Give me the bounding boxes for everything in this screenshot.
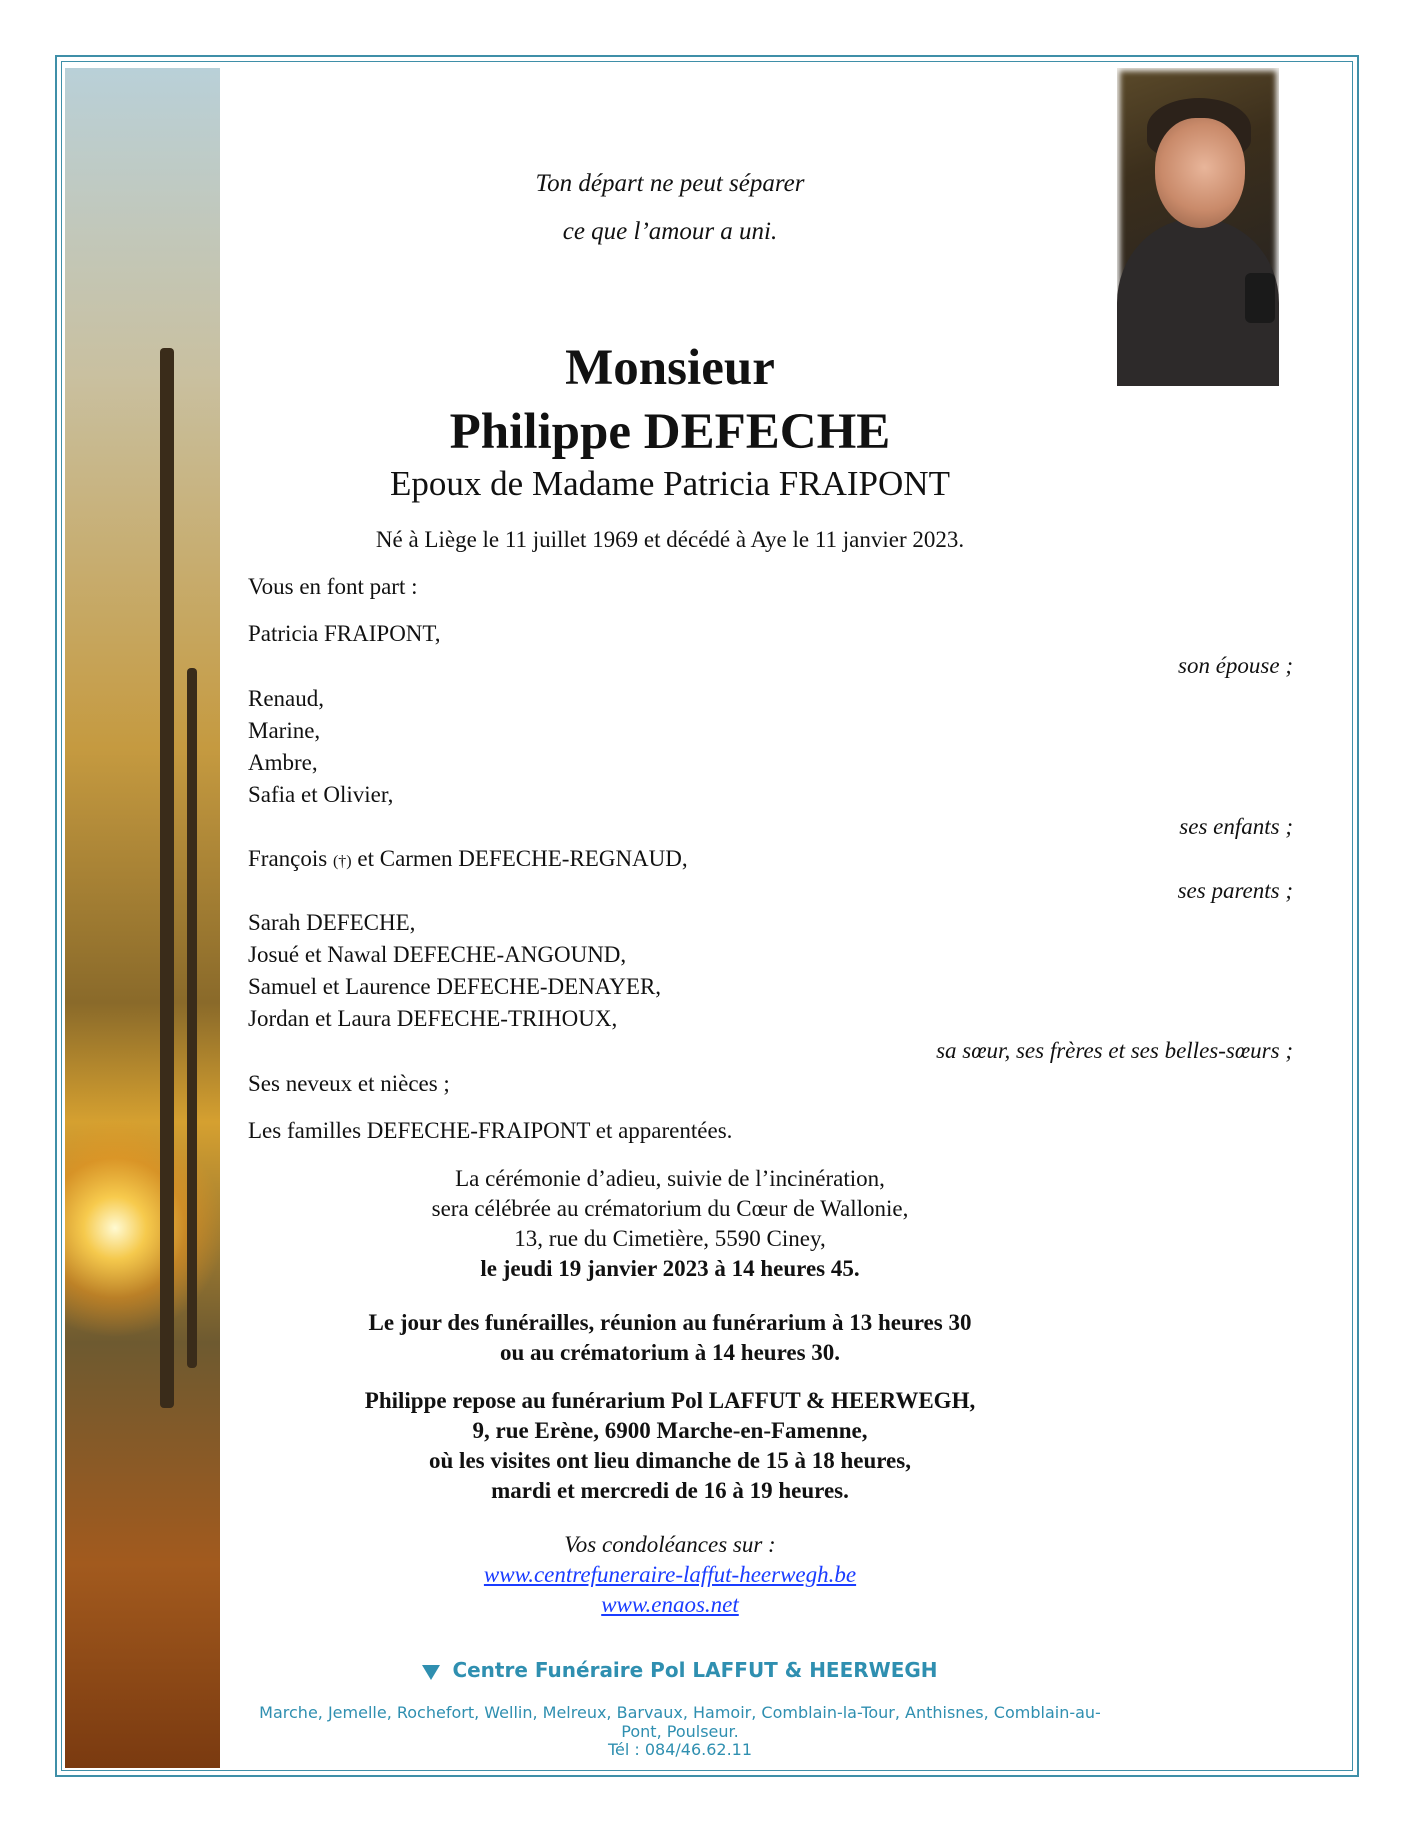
child-name: Safia et Olivier, — [248, 782, 394, 807]
spouse-name: Patricia FRAIPONT, — [248, 621, 441, 646]
ceremony-line: La cérémonie d’adieu, suivie de l’incinération, — [455, 1166, 885, 1191]
announcement-intro: Vous en font part : — [248, 574, 418, 599]
visits-line: mardi et mercredi de 16 à 19 heures. — [491, 1478, 849, 1503]
deceased-name: Philippe DEFECHE — [449, 404, 891, 460]
families-line: Les familles DEFECHE-FRAIPONT et apparentées. — [248, 1118, 733, 1143]
children-relation: ses enfants ; — [1179, 814, 1293, 839]
child-name: Ambre, — [248, 750, 318, 775]
footer-phone: Tél : 084/46.62.11 — [607, 1740, 753, 1759]
ceremony-info — [240, 1164, 1100, 1284]
tree-trunk — [160, 348, 174, 1408]
sibling-name: Sarah DEFECHE, — [248, 910, 416, 935]
child-name: Renaud, — [248, 686, 325, 711]
parents-relation: ses parents ; — [1177, 878, 1293, 903]
footer-brand — [240, 1658, 1120, 1682]
funeral-center-name: Centre Funéraire Pol LAFFUT & HEERWEGH — [452, 1658, 938, 1682]
spouse-line: Epoux de Madame Patricia FRAIPONT — [390, 464, 950, 503]
birth-death-line: Né à Liège le 11 juillet 1969 et décédé à Aye le 11 janvier 2023. — [375, 527, 965, 552]
tree-trunk — [187, 668, 197, 1368]
ceremony-date: le jeudi 19 janvier 2023 à 14 heures 45. — [480, 1256, 860, 1281]
mother-name: et Carmen DEFECHE-REGNAUD, — [357, 846, 688, 871]
visits-info — [240, 1386, 1100, 1506]
visits-line: où les visites ont lieu dimanche de 15 à 18 heures, — [429, 1448, 911, 1473]
epitaph — [240, 160, 1100, 256]
dagger-symbol: (†) — [332, 853, 352, 870]
nephews-line: Ses neveux et nièces ; — [248, 1071, 450, 1096]
meeting-info — [240, 1308, 1100, 1368]
condolences-link-enaos[interactable]: www.enaos.net — [601, 1592, 739, 1617]
parents-line — [248, 846, 688, 872]
spouse-relation: son épouse ; — [1178, 653, 1293, 678]
siblings-relation: sa sœur, ses frères et ses belles-sœurs ; — [936, 1038, 1293, 1063]
ceremony-line: sera célébrée au crématorium du Cœur de Wallonie, — [431, 1196, 909, 1221]
condolences-link-laffut[interactable]: www.centrefuneraire-laffut-heerwegh.be — [483, 1562, 857, 1587]
visits-line: Philippe repose au funérarium Pol LAFFUT & HEERWEGH, — [364, 1388, 976, 1413]
portrait-lamp — [1245, 273, 1275, 323]
deceased-portrait — [1117, 68, 1279, 386]
child-name: Marine, — [248, 718, 321, 743]
sibling-name: Jordan et Laura DEFECHE-TRIHOUX, — [248, 1006, 618, 1031]
condolences-label: Vos condoléances sur : — [564, 1532, 776, 1557]
epitaph-line: Ton départ ne peut séparer — [535, 170, 805, 197]
footer-places: Marche, Jemelle, Rochefort, Wellin, Melreux, Barvaux, Hamoir, Comblain-la-Tour, Anthisnes, Comblain-au-Pont, Poulseur. — [259, 1703, 1101, 1741]
meeting-line: ou au crématorium à 14 heures 30. — [499, 1340, 841, 1365]
sibling-name: Samuel et Laurence DEFECHE-DENAYER, — [248, 974, 662, 999]
condolences-block — [240, 1530, 1100, 1620]
sibling-name: Josué et Nawal DEFECHE-ANGOUND, — [248, 942, 627, 967]
ceremony-line: 13, rue du Cimetière, 5590 Ciney, — [514, 1226, 826, 1251]
triangle-down-icon — [422, 1665, 440, 1680]
honorific: Monsieur — [565, 340, 775, 396]
autumn-forest-image — [65, 68, 220, 1768]
father-name: François — [248, 846, 328, 871]
portrait-face — [1155, 118, 1245, 228]
meeting-line: Le jour des funérailles, réunion au funérarium à 13 heures 30 — [368, 1310, 972, 1335]
visits-line: 9, rue Erène, 6900 Marche-en-Famenne, — [472, 1418, 868, 1443]
epitaph-line: ce que l’amour a uni. — [562, 218, 778, 245]
